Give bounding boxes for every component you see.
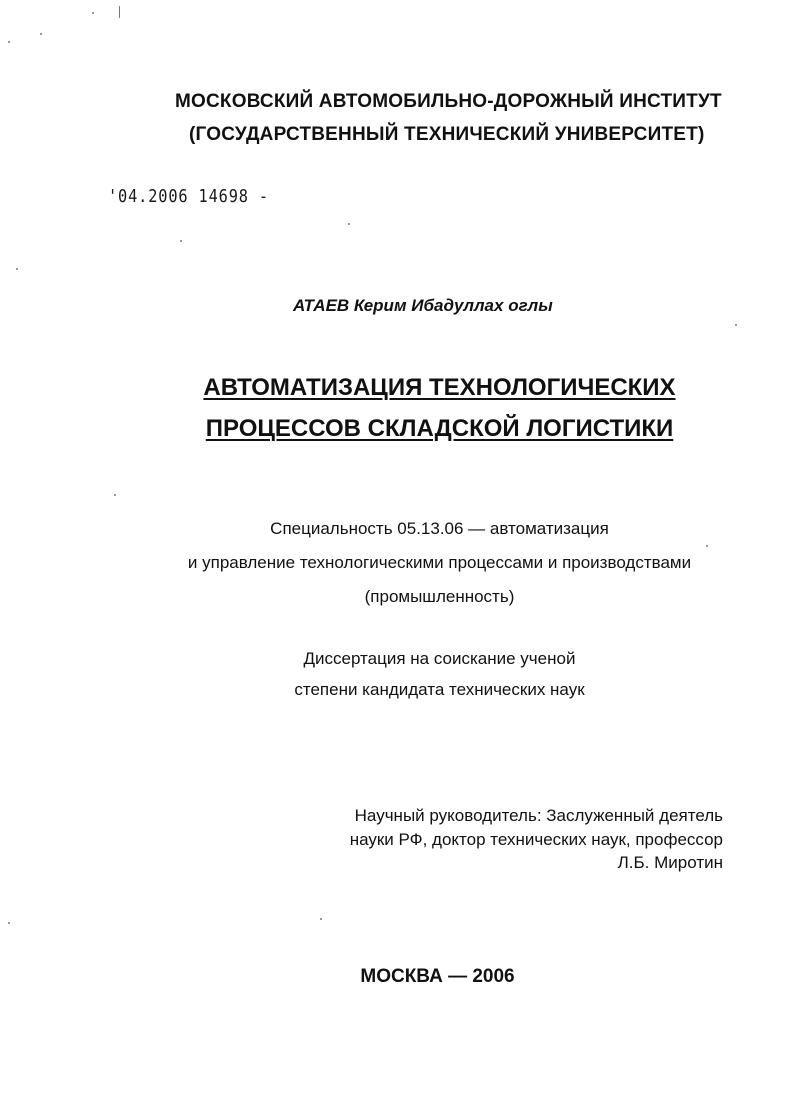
scan-artifact <box>8 41 10 43</box>
scan-artifact <box>320 918 322 920</box>
scan-artifact <box>40 33 42 35</box>
scan-artifact <box>180 240 182 242</box>
scan-artifact <box>706 545 708 547</box>
author-name: АТАЕВ Керим Ибадуллах оглы <box>293 296 553 315</box>
thesis-title-line1: АВТОМАТИЗАЦИЯ ТЕХНОЛОГИЧЕСКИХ <box>203 374 676 401</box>
thesis-title-line2: ПРОЦЕССОВ СКЛАДСКОЙ ЛОГИСТИКИ <box>205 415 674 442</box>
scan-artifact <box>119 6 120 18</box>
dissertation-line1: Диссертация на соискание ученой <box>303 649 576 668</box>
scan-artifact <box>92 12 94 14</box>
scan-artifact <box>114 494 116 496</box>
scan-artifact <box>348 223 350 225</box>
supervisor-line2: науки РФ, доктор технических наук, профессор <box>349 830 723 849</box>
scan-artifact <box>8 922 10 924</box>
catalog-number-stamp: '04.2006 14698 - <box>108 186 269 207</box>
specialty-line3: (промышленность) <box>364 587 515 606</box>
institute-status: (ГОСУДАРСТВЕННЫЙ ТЕХНИЧЕСКИЙ УНИВЕРСИТЕТ) <box>189 124 705 145</box>
supervisor-name: Л.Б. Миротин <box>617 853 723 872</box>
institute-name: МОСКОВСКИЙ АВТОМОБИЛЬНО-ДОРОЖНЫЙ ИНСТИТУТ <box>175 91 722 112</box>
specialty-line1: Специальность 05.13.06 — автоматизация <box>270 519 609 538</box>
scan-artifact <box>735 324 737 326</box>
dissertation-line2: степени кандидата технических наук <box>294 680 585 699</box>
supervisor-line1: Научный руководитель: Заслуженный деятель <box>354 806 723 825</box>
specialty-line2: и управление технологическими процессами и производствами <box>187 553 692 572</box>
city-year: МОСКВА — 2006 <box>360 966 515 987</box>
scan-artifact <box>16 268 18 270</box>
